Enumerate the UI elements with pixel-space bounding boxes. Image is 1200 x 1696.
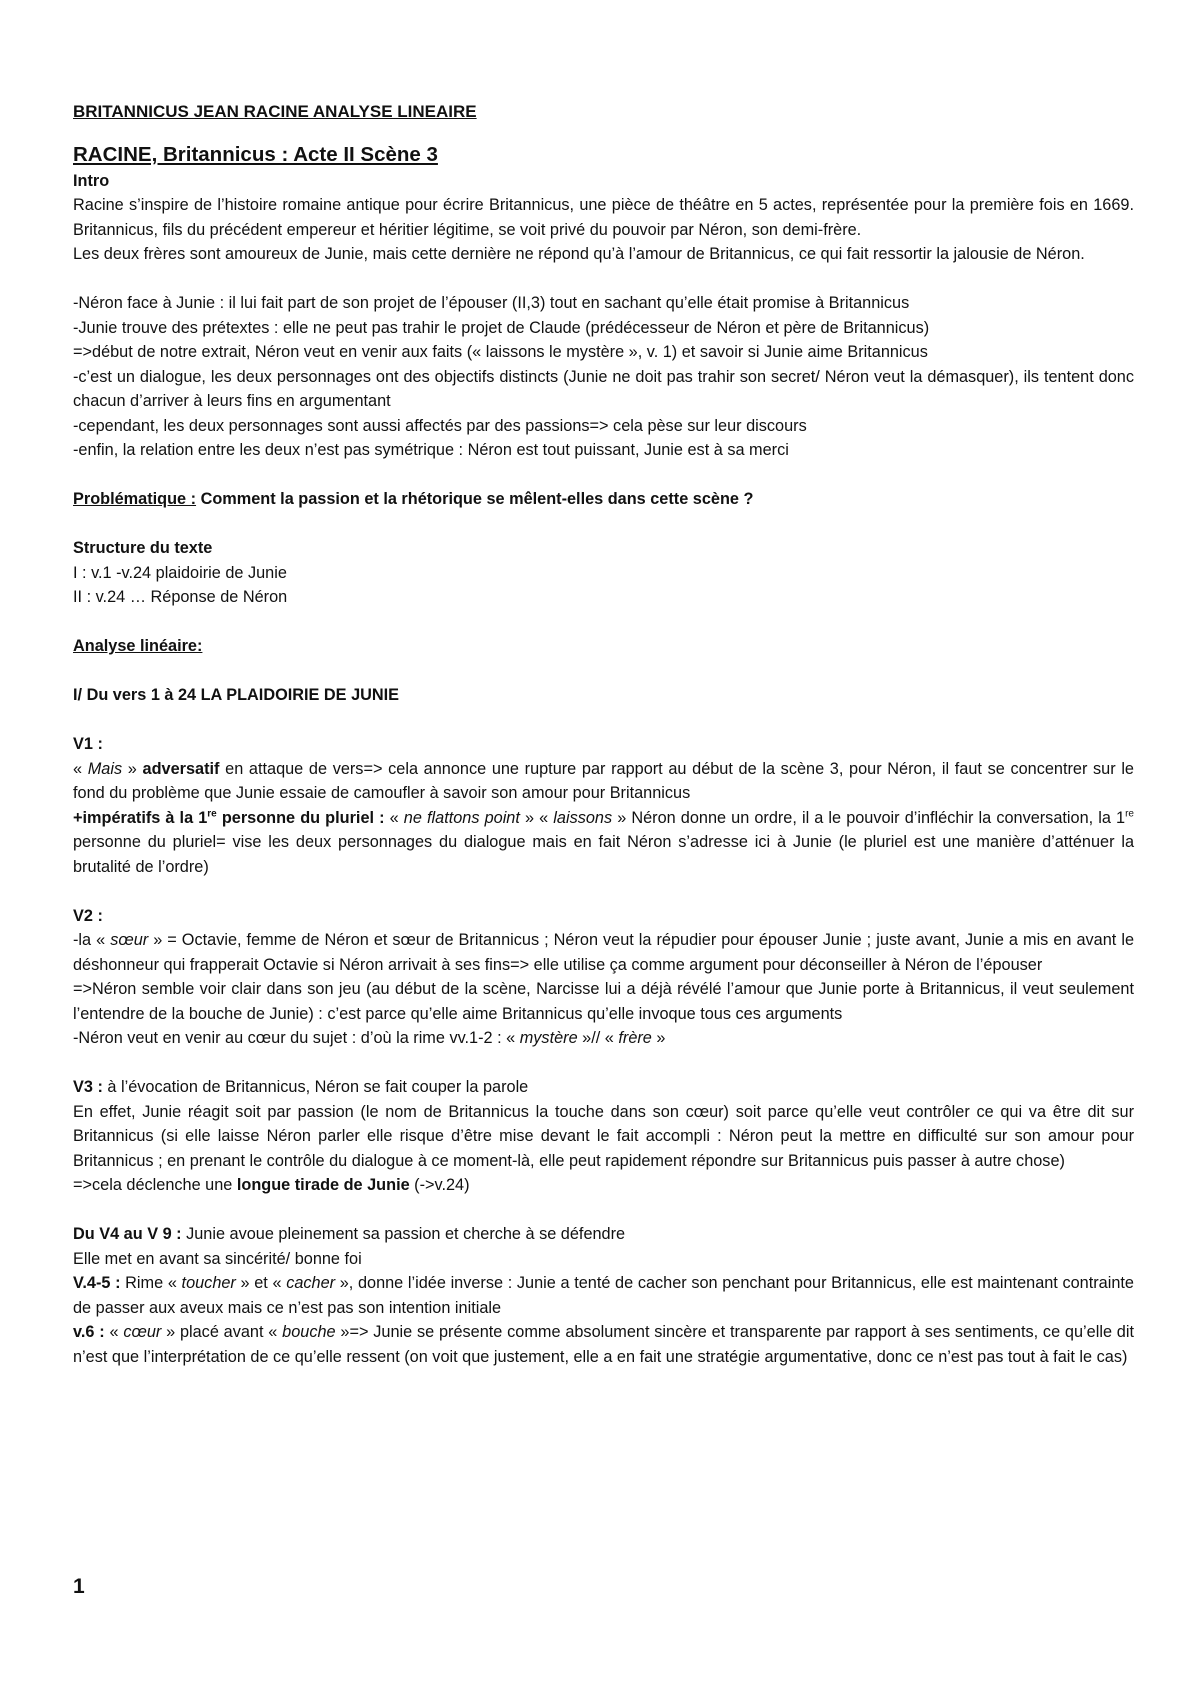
analyse-heading: Analyse linéaire: — [73, 637, 203, 655]
context-line: -Néron face à Junie : il lui fait part de son projet de l’épouser (II,3) tout en sachant qu’elle était promise à Britannicus — [73, 294, 910, 312]
problematique-label: Problématique : — [73, 490, 197, 508]
v4-9-paragraph: v.6 : « cœur » placé avant « bouche »=> Junie se présente comme absolument sincère et transparente par rapport à ses sentiments, ce qu’elle dit n’est que l’interprétation de ce qu’elle ressent (on voit que justement, elle a en fait une stratégie argumentative, donc ce n’est pas tout à fait le cas) — [73, 1323, 1134, 1366]
page-number: 1 — [73, 1575, 85, 1598]
v2-paragraph: =>Néron semble voir clair dans son jeu (au début de la scène, Narcisse lui a déjà révélé l’amour que Junie porte à Britannicus, il veut seulement l’entendre de la bouche de Junie) : c’est parce qu’elle aime Britannicus qu’elle invoque tous ces arguments — [73, 980, 1134, 1023]
v4-9-heading: Du V4 au V 9 : Junie avoue pleinement sa passion et cherche à se défendre — [73, 1225, 626, 1243]
v3-paragraph: =>cela déclenche une longue tirade de Junie (->v.24) — [73, 1176, 470, 1194]
intro-paragraph: Racine s’inspire de l’histoire romaine antique pour écrire Britannicus, une pièce de théâtre en 5 actes, représentée pour la première fois en 1669. Britannicus, fils du précédent empereur et héritier légitime, se voit privé du pouvoir par Néron, son demi-frère. — [73, 196, 1134, 239]
problematique-text: Comment la passion et la rhétorique se mêlent-elles dans cette scène ? — [196, 490, 754, 508]
v1-paragraph: +impératifs à la 1re personne du pluriel : « ne flattons point » « laissons » Néron donne un ordre, il a le pouvoir d’infléchir la conversation, la 1re personne du pluriel= vise les deux personnages du dialogue mais en fait Néron s’adresse ici à Junie (le pluriel est une manière d’atténuer la brutalité de l’ordre) — [73, 808, 1134, 876]
problematique — [73, 487, 1134, 512]
v2-paragraph: -Néron veut en venir au cœur du sujet : d’où la rime vv.1-2 : « mystère »// « frère » — [73, 1029, 666, 1047]
structure-item: I : v.1 -v.24 plaidoirie de Junie — [73, 563, 287, 582]
v1-heading: V1 : — [73, 735, 103, 753]
context-line: -enfin, la relation entre les deux n’est pas symétrique : Néron est tout puissant, Junie est à sa merci — [73, 441, 789, 459]
v3-heading: V3 : à l’évocation de Britannicus, Néron se fait couper la parole — [73, 1078, 529, 1096]
v2-heading: V2 : — [73, 906, 103, 925]
context-line: =>début de notre extrait, Néron veut en venir aux faits (« laissons le mystère », v. 1) et savoir si Junie aime Britannicus — [73, 343, 928, 361]
structure-item: II : v.24 … Réponse de Néron — [73, 588, 288, 606]
v3-paragraph: En effet, Junie réagit soit par passion (le nom de Britannicus la touche dans son cœur) soit parce qu’elle veut contrôler ce qui va être dit sur Britannicus (si elle laisse Néron parler elle risque d’être mise devant le fait accompli : Néron peut la mettre en difficulté sur son amour pour Britannicus ; en prenant le contrôle du dialogue à ce moment-là, elle peut rapidement répondre sur Britannicus puis passer à autre chose) — [73, 1102, 1134, 1170]
v4-9-paragraph: Elle met en avant sa sincérité/ bonne foi — [73, 1249, 362, 1268]
v2-paragraph: -la « sœur » = Octavie, femme de Néron et sœur de Britannicus ; Néron veut la répudier pour épouser Junie ; juste avant, Junie a mis en avant le déshonneur qui frapperait Octavie si Néron arrivait à ses fins=> elle utilise ça comme argument pour déconseiller à Néron de l’épouser — [73, 931, 1134, 974]
structure-heading: Structure du texte — [73, 539, 213, 557]
intro-heading: Intro — [73, 171, 110, 190]
part1-heading: I/ Du vers 1 à 24 LA PLAIDOIRIE DE JUNIE — [73, 686, 400, 704]
intro-paragraph: Les deux frères sont amoureux de Junie, mais cette dernière ne répond qu’à l’amour de Britannicus, ce qui fait ressortir la jalousie de Néron. — [73, 245, 1085, 263]
context-line: -cependant, les deux personnages sont aussi affectés par des passions=> cela pèse sur leur discours — [73, 416, 807, 435]
document-title: BRITANNICUS JEAN RACINE ANALYSE LINEAIRE — [73, 102, 477, 121]
scene-title: RACINE, Britannicus : Acte II Scène 3 — [73, 142, 438, 166]
context-line: -c’est un dialogue, les deux personnages ont des objectifs distincts (Junie ne doit pas trahir son secret/ Néron veut la démasquer), ils tentent donc chacun d’arriver à leurs fins en argumentant — [73, 367, 1134, 410]
v4-9-paragraph: V.4-5 : Rime « toucher » et « cacher », donne l’idée inverse : Junie a tenté de cacher son penchant pour Britannicus, elle est maintenant contrainte de passer aux aveux mais ce n’est pas son intention initiale — [73, 1274, 1134, 1317]
v1-paragraph: « Mais » adversatif en attaque de vers=> cela annonce une rupture par rapport au début de la scène 3, pour Néron, il faut se concentrer sur le fond du problème que Junie essaie de camoufler à savoir son amour pour Britannicus — [73, 759, 1134, 802]
document-page — [73, 100, 1134, 1369]
context-line: -Junie trouve des prétextes : elle ne peut pas trahir le projet de Claude (prédécesseur de Néron et père de Britannicus) — [73, 318, 930, 337]
